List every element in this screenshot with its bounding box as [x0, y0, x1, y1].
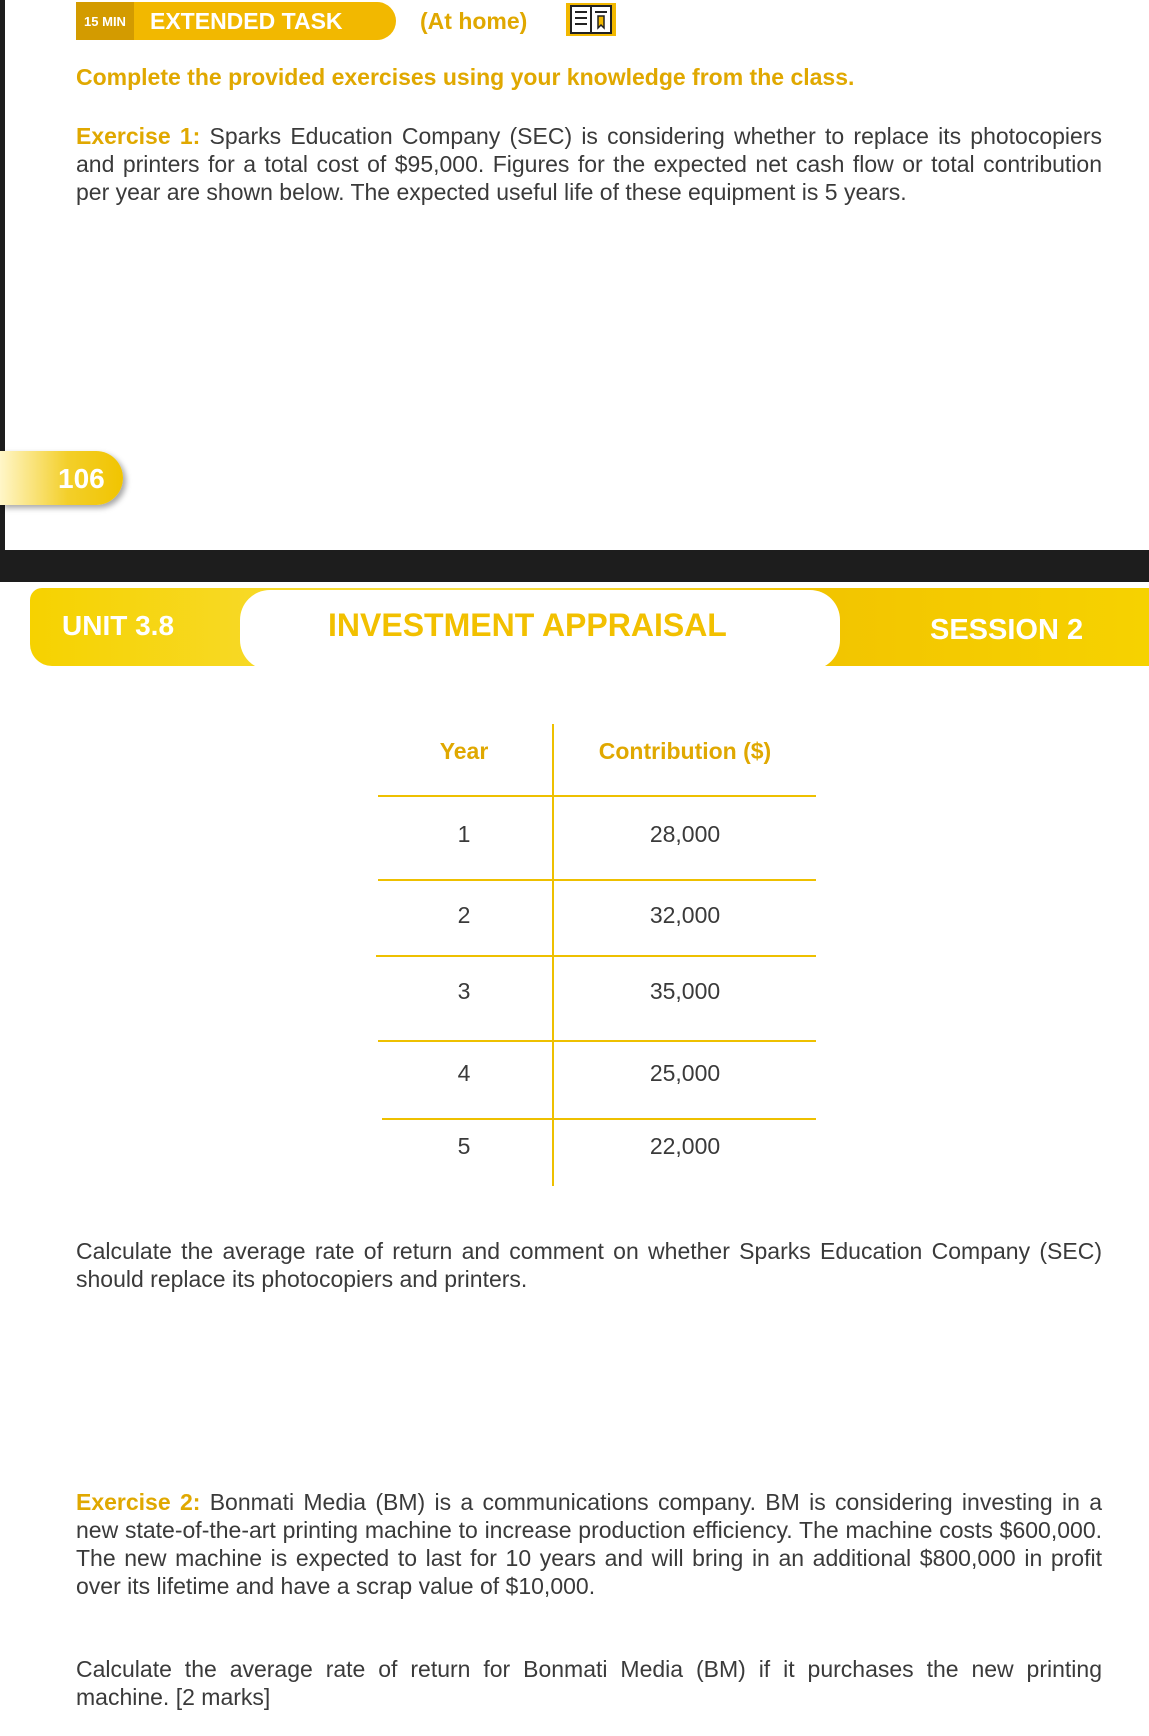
table-cell-contribution: 22,000 — [649, 1133, 721, 1159]
exercise-1-paragraph — [76, 122, 1102, 206]
exercise-1-label: Exercise 1: — [76, 123, 201, 149]
task-location: (At home) — [420, 8, 528, 34]
exercise-2-question: Calculate the average rate of return for Bonmati Media (BM) if it purchases the new printing machine. [2 marks] — [76, 1656, 1102, 1710]
table-cell-contribution: 25,000 — [649, 1060, 721, 1086]
table-cell-contribution: 35,000 — [649, 978, 721, 1004]
page-title: INVESTMENT APPRAISAL — [328, 607, 727, 643]
row-divider — [378, 795, 816, 797]
exercise-1-question: Calculate the average rate of return and comment on whether Sparks Education Company (SEC) should replace its photocopiers and printers. — [76, 1238, 1102, 1292]
exercise-2-label: Exercise 2: — [76, 1489, 201, 1515]
table-cell-year: 2 — [457, 902, 471, 928]
column-header-contribution: Contribution ($) — [598, 738, 772, 764]
table-cell-year: 4 — [457, 1060, 471, 1086]
column-header-year: Year — [439, 738, 489, 764]
table-cell-contribution: 32,000 — [649, 902, 721, 928]
page-number: 106 — [58, 463, 105, 494]
page-divider — [0, 550, 1149, 582]
table-cell-year: 5 — [457, 1133, 471, 1159]
exercise-2-paragraph — [76, 1488, 1102, 1600]
task-title: EXTENDED TASK — [150, 8, 343, 34]
row-divider — [382, 1118, 816, 1120]
exercise-1-text: Sparks Education Company (SEC) is considering whether to replace its photocopiers and printers for a total cost of $95,000. Figures for the expected net cash flow or total contribution per year are shown below. The expected useful life of these equipment is 5 years. — [76, 123, 1102, 205]
row-divider — [378, 879, 816, 881]
book-icon — [565, 0, 617, 38]
table-cell-contribution: 28,000 — [649, 821, 721, 847]
session-label: SESSION 2 — [930, 614, 1084, 646]
duration-label: 15 MIN — [76, 2, 134, 40]
instruction-text: Complete the provided exercises using your knowledge from the class. — [76, 64, 855, 90]
row-divider — [376, 955, 816, 957]
exercise-2-text: Bonmati Media (BM) is a communications company. BM is considering investing in a new state-of-the-art printing machine to increase production efficiency. The machine costs $600,000. The new machine is expected to last for 10 years and will bring in an additional $800,000 in profit over its lifetime and have a scrap value of $10,000. — [76, 1489, 1103, 1599]
unit-label: UNIT 3.8 — [62, 610, 175, 641]
contribution-table — [376, 724, 816, 1186]
table-cell-year: 1 — [457, 821, 471, 847]
table-cell-year: 3 — [457, 978, 471, 1004]
row-divider — [378, 1040, 816, 1042]
